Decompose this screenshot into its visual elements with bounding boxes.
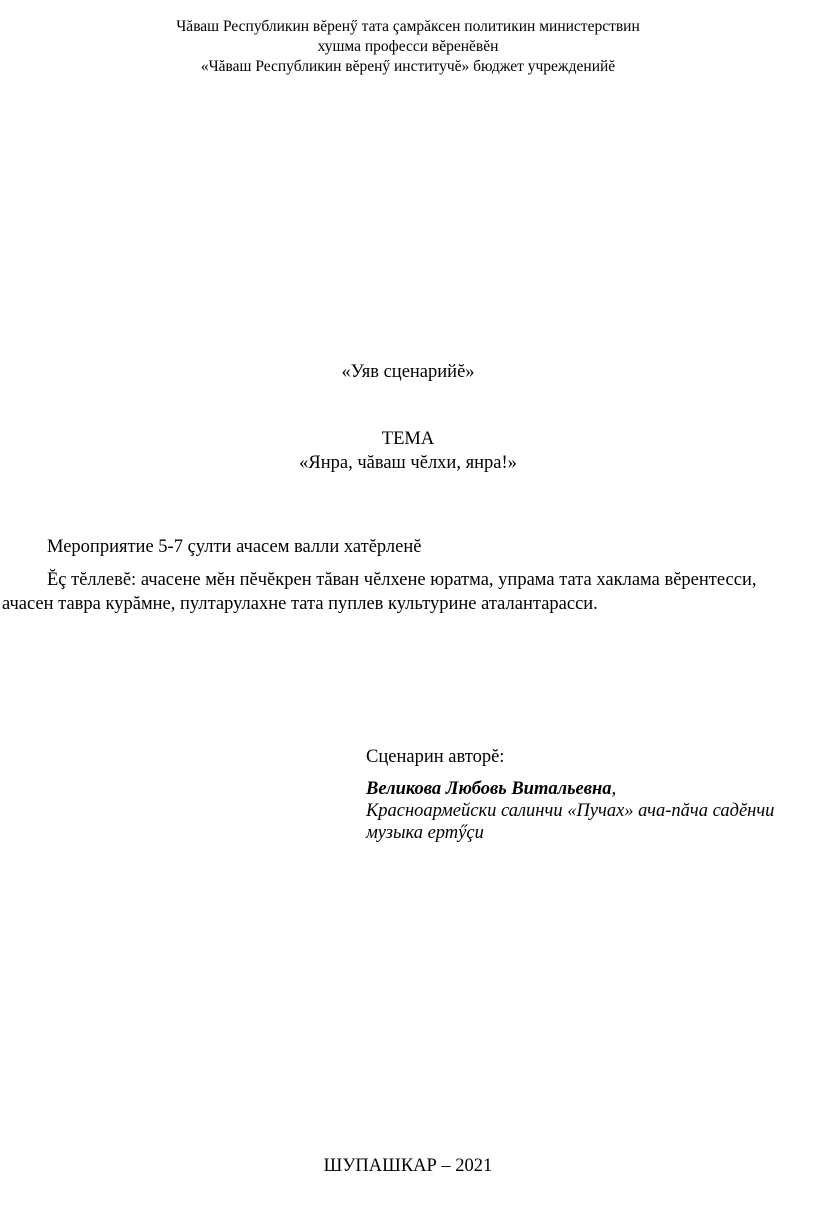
author-desc-line-2: музыка ертӳçи xyxy=(366,823,484,843)
theme-text: «Янра, чăваш чĕлхи, янра!» xyxy=(299,453,517,473)
author-description xyxy=(366,800,806,844)
goal-paragraph xyxy=(0,568,816,616)
author-name-suffix: , xyxy=(611,779,617,799)
author-block xyxy=(366,746,806,844)
goal-line-2: ачасен тавра курăмне, пултарулахне тата пуплев культурине аталантарасси. xyxy=(2,594,598,614)
header-line-1: Чăваш Республикин вĕренӳ тата çамрăксен политикин министерствин xyxy=(176,18,640,35)
ministry-header xyxy=(0,17,816,77)
author-desc-line-1: Красноармейски салинчи «Пучах» ача-пăча садĕнчи xyxy=(366,801,775,821)
header-line-2: хушма професси вĕренĕвĕн xyxy=(317,38,499,55)
place-year-footer: ШУПАШКАР – 2021 xyxy=(323,1156,493,1176)
author-name-line xyxy=(366,778,806,800)
header-line-3: «Чăваш Республикин вĕренӳ институчĕ» бюджет учрежденийĕ xyxy=(200,58,616,75)
goal-line-1: Ĕç тĕллевĕ: ачасене мĕн пĕчĕкрен тăван чĕлхене юратма, упрама тата хаклама вĕрентесси, xyxy=(47,570,757,590)
theme-block xyxy=(0,427,816,475)
author-label: Сценарин авторĕ: xyxy=(366,747,505,767)
document-title: «Уяв сценарийĕ» xyxy=(341,362,475,382)
event-description: Мероприятие 5-7 çулти ачасем валли хатĕрленĕ xyxy=(47,537,422,557)
theme-label: ТЕМА xyxy=(381,429,435,449)
author-name: Великова Любовь Витальевна xyxy=(366,779,612,799)
